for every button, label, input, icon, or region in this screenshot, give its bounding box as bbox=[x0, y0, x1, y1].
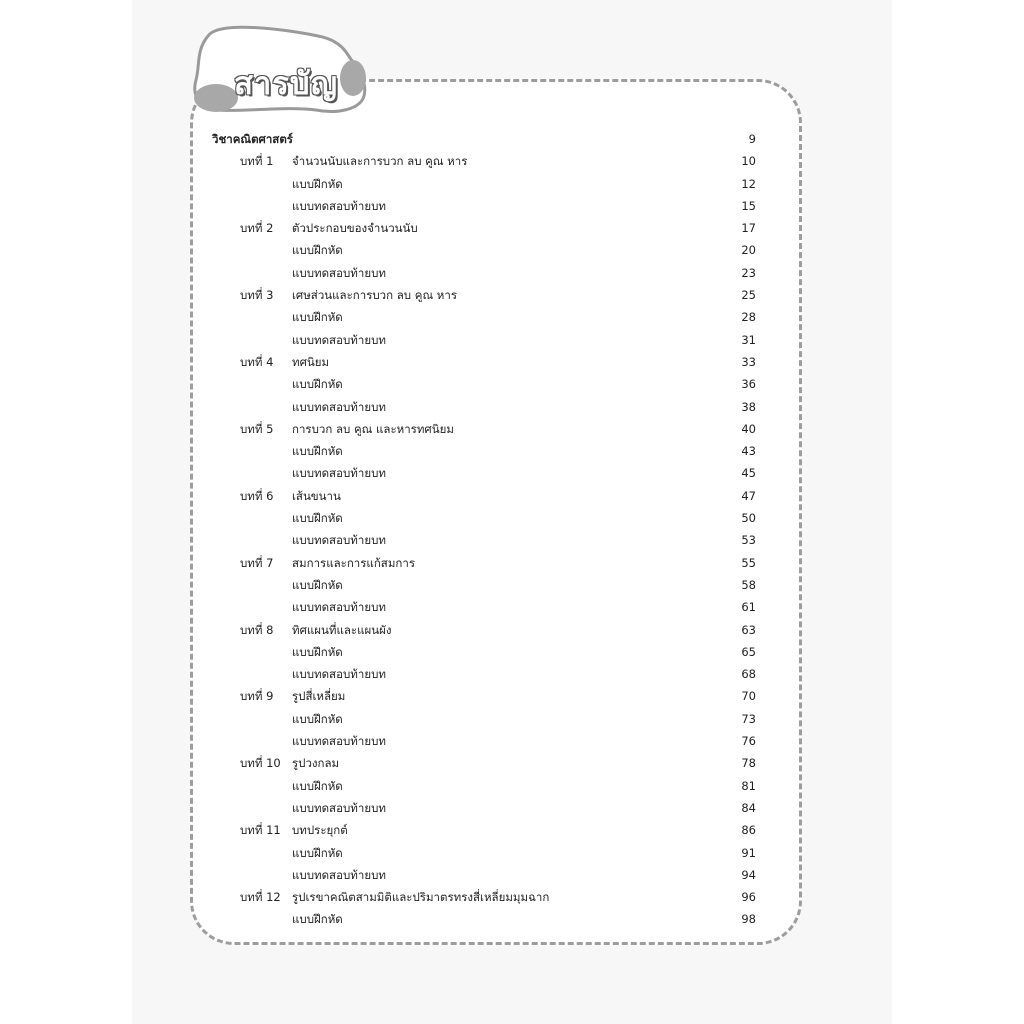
toc-row bbox=[212, 574, 756, 596]
toc-row bbox=[212, 329, 756, 351]
toc-row bbox=[212, 485, 756, 507]
toc-row bbox=[212, 373, 756, 395]
toc-row bbox=[212, 908, 756, 930]
toc-row bbox=[212, 864, 756, 886]
toc-entry-text: แบบฝึกหัด bbox=[292, 778, 343, 793]
subject-label: วิชาคณิตศาสตร์ bbox=[212, 132, 293, 146]
page-number: 53 bbox=[741, 533, 756, 548]
chapter-number: บทที่ 8 bbox=[240, 622, 274, 637]
toc-row bbox=[212, 775, 756, 797]
toc-entry-text: รูปเรขาคณิตสามมิติและปริมาตรทรงสี่เหลี่ยมมุมฉาก bbox=[292, 890, 550, 905]
toc-row bbox=[212, 306, 756, 328]
toc-entry-text: ตัวประกอบของจำนวนนับ bbox=[292, 221, 418, 236]
page-number: 33 bbox=[741, 354, 756, 369]
chapter-number: บทที่ 1 bbox=[240, 154, 274, 169]
chapter-number: บทที่ 9 bbox=[240, 689, 274, 704]
toc-row bbox=[212, 797, 756, 819]
toc-row bbox=[212, 262, 756, 284]
page-number: 20 bbox=[741, 243, 756, 258]
page-number: 28 bbox=[741, 310, 756, 325]
page-number: 50 bbox=[741, 511, 756, 526]
toc-entry-text: แบบทดสอบท้ายบท bbox=[292, 399, 386, 414]
toc-row bbox=[212, 641, 756, 663]
chapter-number: บทที่ 4 bbox=[240, 354, 274, 369]
toc-entry-text: แบบฝึกหัด bbox=[292, 243, 343, 258]
chapter-number: บทที่ 12 bbox=[240, 890, 281, 905]
page-number: 17 bbox=[741, 221, 756, 236]
page-number: 10 bbox=[741, 154, 756, 169]
toc-entry-text: สมการและการแก้สมการ bbox=[292, 555, 416, 570]
toc-entry-text: แบบฝึกหัด bbox=[292, 577, 343, 592]
toc-entry-text: เศษส่วนและการบวก ลบ คูณ หาร bbox=[292, 288, 457, 303]
toc-row bbox=[212, 842, 756, 864]
toc-row bbox=[212, 173, 756, 195]
toc-entry-text: แบบทดสอบท้ายบท bbox=[292, 800, 386, 815]
toc-entry-text: แบบฝึกหัด bbox=[292, 845, 343, 860]
toc-row bbox=[212, 596, 756, 618]
toc-subject-row bbox=[212, 128, 756, 150]
toc-entry-text: ทศนิยม bbox=[292, 354, 330, 369]
page-number: 65 bbox=[741, 644, 756, 659]
toc-row bbox=[212, 886, 756, 908]
toc-entry-text: จำนวนนับและการบวก ลบ คูณ หาร bbox=[292, 154, 468, 169]
page-number: 31 bbox=[741, 332, 756, 347]
page-number: 36 bbox=[741, 377, 756, 392]
page-number: 76 bbox=[741, 734, 756, 749]
page-number: 45 bbox=[741, 466, 756, 481]
toc-list bbox=[212, 128, 756, 931]
page-number: 96 bbox=[741, 890, 756, 905]
chapter-number: บทที่ 11 bbox=[240, 823, 281, 838]
page-number: 81 bbox=[741, 778, 756, 793]
toc-row bbox=[212, 462, 756, 484]
toc-entry-text: แบบฝึกหัด bbox=[292, 711, 343, 726]
toc-row bbox=[212, 752, 756, 774]
toc-row bbox=[212, 663, 756, 685]
toc-row bbox=[212, 351, 756, 373]
toc-row bbox=[212, 418, 756, 440]
page-title: สารบัญ bbox=[233, 66, 339, 102]
toc-row bbox=[212, 284, 756, 306]
page-number: 58 bbox=[741, 577, 756, 592]
page-number: 98 bbox=[741, 912, 756, 927]
page-number: 61 bbox=[741, 600, 756, 615]
toc-row bbox=[212, 396, 756, 418]
toc-entry-text: แบบฝึกหัด bbox=[292, 511, 343, 526]
chapter-number: บทที่ 5 bbox=[240, 421, 274, 436]
toc-entry-text: แบบฝึกหัด bbox=[292, 310, 343, 325]
page-number: 38 bbox=[741, 399, 756, 414]
page-number: 47 bbox=[741, 488, 756, 503]
page-number: 94 bbox=[741, 867, 756, 882]
toc-row bbox=[212, 619, 756, 641]
toc-row bbox=[212, 552, 756, 574]
toc-entry-text: แบบทดสอบท้ายบท bbox=[292, 734, 386, 749]
page-number: 40 bbox=[741, 421, 756, 436]
toc-row bbox=[212, 239, 756, 261]
page-number: 12 bbox=[741, 176, 756, 191]
toc-entry-text: รูปสี่เหลี่ยม bbox=[292, 689, 346, 704]
chapter-number: บทที่ 3 bbox=[240, 288, 274, 303]
toc-row bbox=[212, 708, 756, 730]
toc-entry-text: แบบฝึกหัด bbox=[292, 444, 343, 459]
toc-entry-text: แบบทดสอบท้ายบท bbox=[292, 466, 386, 481]
chapter-number: บทที่ 2 bbox=[240, 221, 274, 236]
title-tab bbox=[186, 22, 372, 118]
toc-row bbox=[212, 440, 756, 462]
toc-entry-text: แบบทดสอบท้ายบท bbox=[292, 533, 386, 548]
page-number: 73 bbox=[741, 711, 756, 726]
toc-entry-text: แบบทดสอบท้ายบท bbox=[292, 265, 386, 280]
toc-entry-text: รูปวงกลม bbox=[292, 756, 340, 771]
toc-entry-text: แบบฝึกหัด bbox=[292, 644, 343, 659]
page-number: 68 bbox=[741, 667, 756, 682]
toc-row bbox=[212, 819, 756, 841]
page-number: 63 bbox=[741, 622, 756, 637]
toc-entry-text: แบบฝึกหัด bbox=[292, 912, 343, 927]
toc-row bbox=[212, 195, 756, 217]
toc-row bbox=[212, 150, 756, 172]
page-number: 55 bbox=[741, 555, 756, 570]
toc-row bbox=[212, 730, 756, 752]
toc-entry-text: แบบทดสอบท้ายบท bbox=[292, 332, 386, 347]
page-number: 43 bbox=[741, 444, 756, 459]
toc-entry-text: แบบทดสอบท้ายบท bbox=[292, 667, 386, 682]
toc-entry-text: เส้นขนาน bbox=[292, 488, 341, 503]
toc-entry-text: แบบทดสอบท้ายบท bbox=[292, 600, 386, 615]
chapter-number: บทที่ 10 bbox=[240, 756, 281, 771]
page-number: 23 bbox=[741, 265, 756, 280]
chapter-number: บทที่ 7 bbox=[240, 555, 274, 570]
page-number: 78 bbox=[741, 756, 756, 771]
page-number: 91 bbox=[741, 845, 756, 860]
toc-row bbox=[212, 507, 756, 529]
toc-entry-text: การบวก ลบ คูณ และหารทศนิยม bbox=[292, 421, 454, 436]
page-number: 84 bbox=[741, 800, 756, 815]
subject-page: 9 bbox=[748, 132, 756, 146]
toc-entry-text: แบบฝึกหัด bbox=[292, 377, 343, 392]
toc-row bbox=[212, 685, 756, 707]
page-number: 25 bbox=[741, 288, 756, 303]
toc-row bbox=[212, 217, 756, 239]
toc-entry-text: ทิศแผนที่และแผนผัง bbox=[292, 622, 392, 637]
toc-entry-text: แบบฝึกหัด bbox=[292, 176, 343, 191]
page-number: 15 bbox=[741, 198, 756, 213]
toc-entry-text: แบบทดสอบท้ายบท bbox=[292, 198, 386, 213]
page-number: 86 bbox=[741, 823, 756, 838]
toc-entry-text: บทประยุกต์ bbox=[292, 823, 348, 838]
toc-entry-text: แบบทดสอบท้ายบท bbox=[292, 867, 386, 882]
toc-row bbox=[212, 529, 756, 551]
chapter-number: บทที่ 6 bbox=[240, 488, 274, 503]
page-number: 70 bbox=[741, 689, 756, 704]
